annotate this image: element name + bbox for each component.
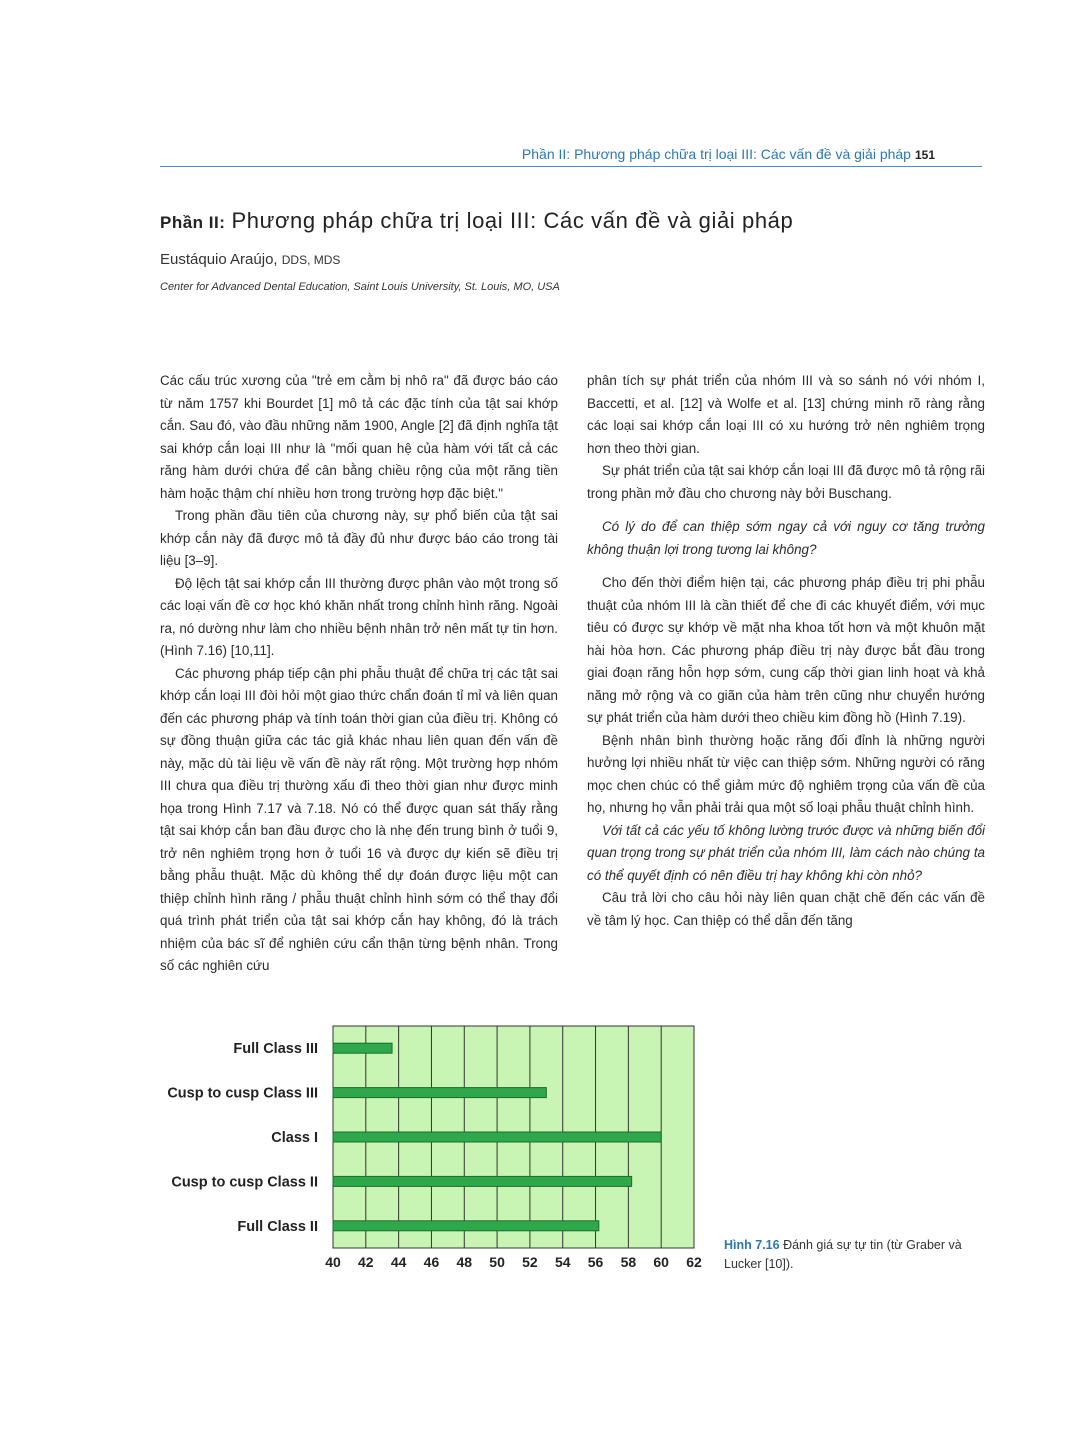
author xyxy=(160,251,340,268)
category-label: Class I xyxy=(271,1130,318,1146)
paragraph: Trong phần đầu tiên của chương này, sự phổ biến của tật sai khớp cắn này đã được mô tả đầy đủ như được báo cáo trong tài liệu [3–9]. xyxy=(160,508,558,568)
paragraph: Câu trả lời cho câu hỏi này liên quan chặt chẽ đến các vấn đề về tâm lý học. Can thiệp có thể dẫn đến tăng xyxy=(587,890,985,928)
caption-label: Hình 7.16 xyxy=(724,1238,780,1252)
x-tick-label: 42 xyxy=(358,1254,374,1270)
paragraph: Sự phát triển của tật sai khớp cắn loại III đã được mô tả rộng rãi trong phần mở đầu cho chương này bởi Buschang. xyxy=(587,463,985,501)
title-part: Phần II: xyxy=(160,213,226,232)
caption-text: Đánh giá sự tự tin (từ Graber và Lucker [10]). xyxy=(724,1238,962,1271)
right-column xyxy=(587,370,985,932)
category-label: Full Class III xyxy=(233,1041,318,1058)
x-tick-label: 54 xyxy=(554,1254,571,1270)
author-degrees: DDS, MDS xyxy=(281,253,341,267)
left-column xyxy=(160,370,558,978)
paragraph: Các phương pháp tiếp cận phi phẫu thuật để chữa trị các tật sai khớp cắn loại III đòi hỏi một giao thức chẩn đoán tỉ mỉ và liên quan đến các phương pháp và tính toán thời gian của điều trị. Không có sự đồng thuận giữa các tác giả khác nhau liên quan đến vấn đề này, mặc dù tài liệu về vấn đề này rất rộng. Một trường hợp nhóm III chưa qua điều trị thường xấu đi theo thời gian như được minh họa trong Hình 7.17 và 7.18. Nó có thể được quan sát thấy rằng tật sai khớp cắn ban đầu được cho là nhẹ đến trung bình ở tuổi 9, trở nên nghiêm trọng hơn ở tuổi 16 và được dự kiến sẽ điều trị bằng phẫu thuật. Mặc dù không thể dự đoán được liệu một can thiệp chỉnh hình răng / phẫu thuật chỉnh hình sớm có thể thay đổi quá trình phát triển của tật sai khớp cắn hay không, đó là trách nhiệm của bác sĩ để nghiên cứu cẩn thận từng bệnh nhân. Trong số các nghiên cứu xyxy=(160,665,558,973)
x-tick-label: 52 xyxy=(522,1254,538,1270)
header-rule xyxy=(160,166,982,167)
affiliation: Center for Advanced Dental Education, Saint Louis University, St. Louis, MO, USA xyxy=(160,281,560,293)
chapter-title xyxy=(160,208,1020,234)
category-label: Cusp to cusp Class III xyxy=(167,1085,318,1102)
x-tick-label: 50 xyxy=(489,1254,505,1270)
confidence-bar-chart xyxy=(150,1016,710,1276)
x-tick-label: 60 xyxy=(653,1254,669,1270)
paragraph: phân tích sự phát triển của nhóm III và so sánh nó với nhóm I, Baccetti, et al. [12] và Wolfe et al. [13] chứng minh rõ ràng rằng các loại sai khớp cắn loại III có xu hướng trở nên nghiêm trọng hơn theo thời gian. xyxy=(587,373,985,456)
x-tick-label: 48 xyxy=(456,1254,473,1270)
question-heading: Có lý do để can thiệp sớm ngay cả với nguy cơ tăng trưởng không thuận lợi trong tương lai không? xyxy=(587,519,985,557)
title-main: Phương pháp chữa trị loại III: Các vấn đề và giải pháp xyxy=(231,208,794,233)
x-tick-label: 58 xyxy=(620,1254,637,1270)
running-header xyxy=(160,146,935,162)
x-tick-label: 44 xyxy=(390,1254,407,1270)
category-label: Cusp to cusp Class II xyxy=(171,1174,318,1191)
page-number: 151 xyxy=(914,148,935,162)
x-tick-label: 62 xyxy=(686,1254,702,1270)
x-tick-label: 46 xyxy=(423,1254,440,1270)
x-tick-label: 40 xyxy=(325,1254,341,1270)
category-label: Full Class II xyxy=(237,1218,318,1235)
running-header-text: Phần II: Phương pháp chữa trị loại III: Các vấn đề và giải pháp xyxy=(521,146,911,162)
x-tick-label: 56 xyxy=(587,1254,604,1270)
paragraph: Bệnh nhân bình thường hoặc răng đối đỉnh là những người hưởng lợi nhiều nhất từ việc can thiệp sớm. Những người có răng mọc chen chúc có thể giảm mức độ nghiêm trọng của vấn đề của họ, nhưng họ vẫn phải trải qua một số loại phẫu thuật chỉnh hình. xyxy=(587,732,985,815)
bar xyxy=(333,1132,661,1142)
bar xyxy=(333,1043,392,1053)
question-heading: Với tất cả các yếu tố không lường trước được và những biến đổi quan trọng trong sự phát triển của nhóm III, làm cách nào chúng ta có thể quyết định có nên điều trị hay không khi còn nhỏ? xyxy=(587,822,985,883)
bar xyxy=(333,1221,599,1231)
paragraph: Độ lệch tật sai khớp cắn III thường được phân vào một trong số các loại vấn đề cơ học khó khăn nhất trong chỉnh hình răng. Ngoài ra, nó dường như làm cho nhiều bệnh nhân trở nên mất tự tin hơn. (Hình 7.16) [10,11]. xyxy=(160,575,558,658)
author-name: Eustáquio Araújo, xyxy=(160,251,278,268)
paragraph: Cho đến thời điểm hiện tại, các phương pháp điều trị phi phẫu thuật của nhóm III là cần thiết để che đi các khuyết điểm, với mục tiêu có được sự khớp về mặt nha khoa tốt hơn và một khuôn mặt hài hòa hơn. Các phương pháp điều trị này được bắt đầu trong giai đoạn răng hỗn hợp sớm, cung cấp thời gian linh hoạt và khả năng mở rộng và co giãn của hàm trên cũng như chuyển hướng sự phát triển của hàm dưới theo chiều kim đồng hồ (Hình 7.19). xyxy=(587,575,985,725)
bar xyxy=(333,1176,632,1186)
figure-caption xyxy=(724,1236,974,1274)
paragraph: Các cấu trúc xương của "trẻ em cằm bị nhô ra" đã được báo cáo từ năm 1757 khi Bourdet [1] mô tả các đặc tính của tật sai khớp cắn. Sau đó, vào đầu những năm 1900, Angle [2] đã định nghĩa tật sai khớp cắn loại III như là "mối quan hệ của hàm với tất cả các răng hàm dưới chứa để cân bằng chiều rộng của một răng tiền hàm hoặc thậm chí nhiều hơn trong trường hợp đặc biệt." xyxy=(160,373,558,501)
bar xyxy=(333,1088,546,1098)
